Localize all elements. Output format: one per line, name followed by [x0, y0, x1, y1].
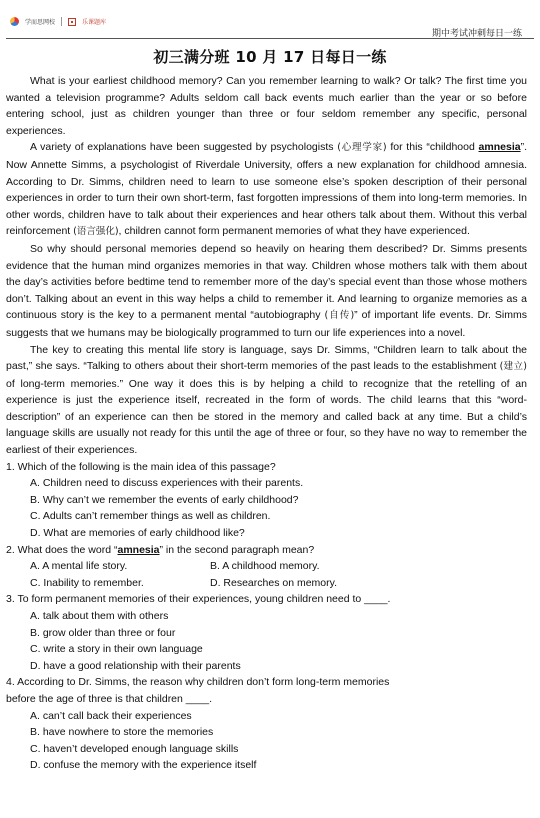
p2-gloss-psychologists: (心理学家) — [337, 142, 387, 154]
question-4-option-c: C. haven’t developed enough language skills — [30, 742, 239, 755]
p2-text-c: ”. Now Annette Simms, a psychologist of Riverdale University, offers a new explanation for childhood amnesia. According to Dr. Simms, children need to learn to use someone else’s spoken description of their personal experiences in order to turn their own short-term, fast forgotten impressions of them into long-term memories. In other words, children have to talk about their experiences and hear others talk about them. Without this verbal reinforcement — [6, 141, 527, 238]
q2-term-amnesia: amnesia — [117, 543, 160, 556]
partner-logo-icon — [68, 18, 76, 26]
question-1-option-a: A. Children need to discuss experiences with their parents. — [30, 477, 304, 490]
question-3-stem: 3. To form permanent memories of their experiences, young children need to ____. — [6, 593, 391, 606]
question-4-stem-line-2: before the age of three is that children ____. — [6, 692, 213, 705]
question-1-option-d: D. What are memories of early childhood like? — [30, 527, 245, 540]
p3-text-b: ” of important life events. Dr. Simms suggests that we humans may be biologically programmed to turn our life experiences into a novel. — [6, 309, 527, 339]
passage-paragraph-4 — [6, 342, 527, 459]
question-4-stem-line-1: 4. According to Dr. Simms, the reason why children don’t form long-term memories — [6, 676, 390, 689]
p2-term-amnesia: amnesia — [478, 141, 521, 154]
partner-logo-text: 乐课题库 — [82, 19, 107, 26]
question-1-option-b: B. Why can’t we remember the events of early childhood? — [30, 493, 299, 506]
question-4-option-b: B. have nowhere to store the memories — [30, 726, 214, 739]
p2-gloss-reinforcement: (语言强化) — [73, 226, 119, 238]
q2-stem-a: 2. What does the word “ — [6, 543, 118, 556]
question-2-option-b: B. A childhood memory. — [210, 560, 320, 573]
passage-paragraph-1: What is your earliest childhood memory? Can you remember learning to walk? Or talk? The first time you wanted a television programme? Adults seldom call back events much earlier than the year or so before entering school, just as children younger than three or four seldom remember any specific, personal experiences. — [6, 75, 527, 137]
brand-logo-icon — [10, 17, 19, 26]
p4-text-a: The key to creating this mental life story is language, says Dr. Simms, “Children learn to talk about the past,” she says. “Talking to others about their short-term memories of the past leads to the establishment — [6, 343, 527, 373]
p3-gloss-autobiography: (自传) — [324, 310, 355, 322]
q2-stem-b: ” in the second paragraph mean? — [159, 543, 315, 556]
question-2-option-c: C. Inability to remember. — [30, 576, 144, 589]
logo-divider — [61, 17, 62, 26]
question-2-stem — [6, 542, 527, 559]
passage-paragraph-2 — [6, 139, 527, 241]
question-2-options-row-2 — [30, 575, 527, 592]
question-4-option-d: D. confuse the memory with the experience itself — [30, 759, 257, 772]
question-1-option-c: C. Adults can’t remember things as well as children. — [30, 510, 271, 523]
p4-gloss-establishment: (建立) — [499, 361, 527, 373]
question-1-stem: 1. Which of the following is the main idea of this passage? — [6, 460, 276, 473]
p4-text-b: of long-term memories.” One way it does this is by helping a child to recognize that the retelling of an experience is just the experience itself, recreated in the form of words. The child learns that this “word-description” of an experience can then be stored in the memory and called back at any time. But a child’s language skills are usually not ready for this until the age of three or four, so they have no way to remember the earliest of their experiences. — [6, 377, 527, 457]
question-2-option-a: A. A mental life story. — [30, 560, 128, 573]
page-header — [0, 0, 540, 42]
header-series-label: 期中考试冲刺每日一练 — [431, 29, 522, 39]
question-2-option-d: D. Researches on memory. — [210, 576, 338, 589]
passage-paragraph-3 — [6, 241, 527, 342]
brand-logo-text: 学而思网校 — [25, 19, 56, 26]
p2-text-b: for this “childhood — [386, 141, 479, 154]
p2-text-d: , children cannot form permanent memories of what they have experienced. — [118, 225, 470, 238]
header-divider — [6, 38, 534, 39]
question-3-option-a: A. talk about them with others — [30, 610, 169, 622]
question-4-option-a: A. can’t call back their experiences — [30, 709, 192, 722]
question-2-options-row-1 — [30, 558, 527, 575]
question-3-option-b: B. grow older than three or four — [30, 626, 176, 639]
p3-text-a: So why should personal memories depend so heavily on hearing them described? Dr. Simms presents evidence that the human mind organizes memories in that way. Children whose mothers talk with them about the day’s activities before bedtime tend to remember more of the day’s special event than those whose mothers don’t. Talking about an event in this way helps a child to remember it. And learning to organize memories as a continuous story is the key to a permanent mental “autobiography — [6, 242, 527, 322]
p2-text-a: A variety of explanations have been suggested by psychologists — [30, 141, 338, 154]
question-3-option-d: D. have a good relationship with their parents — [30, 659, 241, 672]
brand-logos — [10, 17, 106, 26]
reading-content — [6, 73, 527, 774]
question-3-option-c: C. write a story in their own language — [30, 643, 203, 656]
page-title: 初三满分班 10 月 17 日每日一练 — [153, 48, 387, 66]
